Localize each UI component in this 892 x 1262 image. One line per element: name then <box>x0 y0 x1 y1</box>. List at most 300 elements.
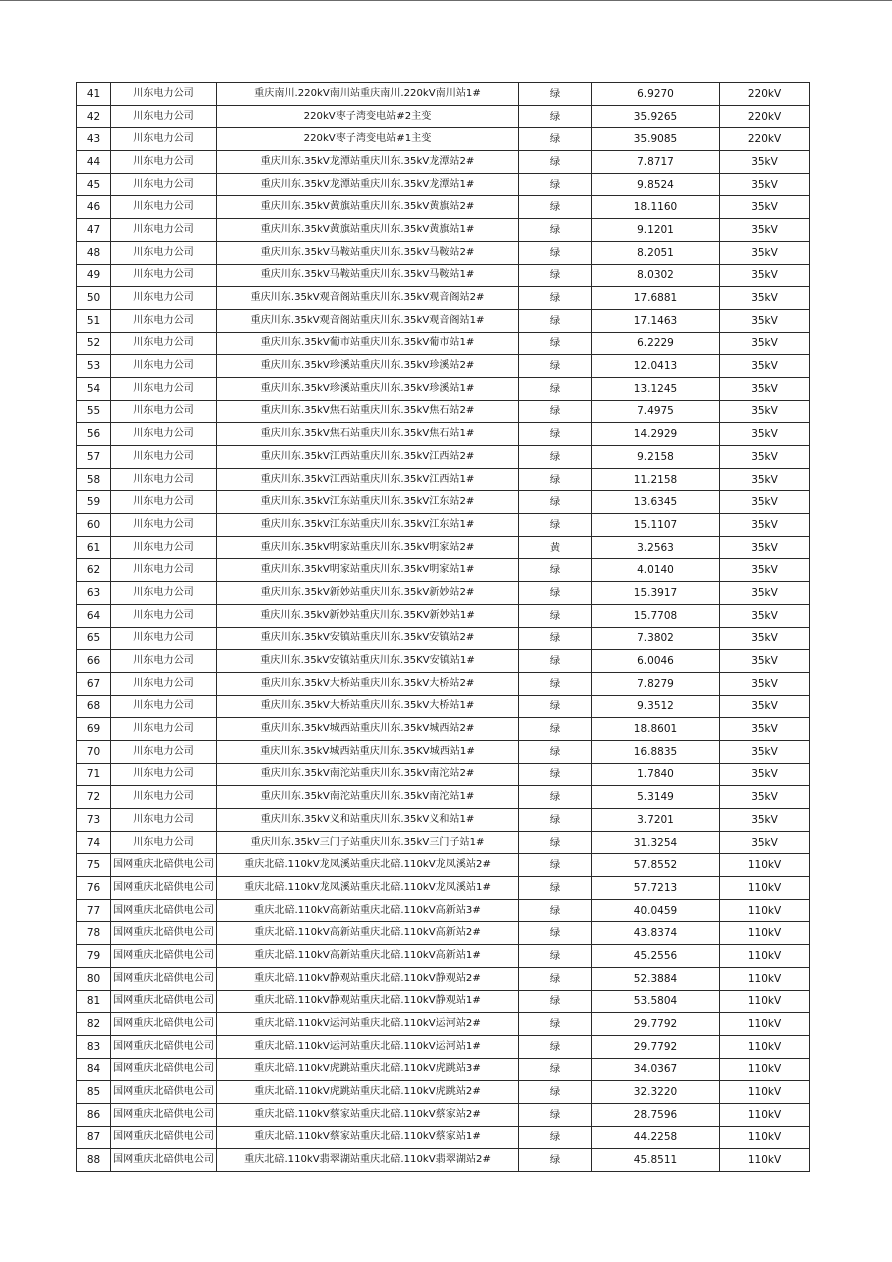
table-row <box>77 264 810 287</box>
table-row <box>77 990 810 1013</box>
table-row <box>77 83 810 106</box>
status-color-cell: 绿 <box>519 809 592 832</box>
substation-name-cell: 重庆北碚.110kV运河站重庆北碚.110kV运河站1# <box>217 1035 519 1058</box>
substation-table <box>76 82 810 1172</box>
substation-name-cell: 重庆川东.35kV南沱站重庆川东.35kV南沱站1# <box>217 786 519 809</box>
status-color-cell: 绿 <box>519 1126 592 1149</box>
row-index: 80 <box>77 967 111 990</box>
table-row <box>77 945 810 968</box>
status-color-cell: 绿 <box>519 877 592 900</box>
table-row <box>77 128 810 151</box>
company-cell: 川东电力公司 <box>111 128 217 151</box>
voltage-cell: 220kV <box>720 128 810 151</box>
substation-name-cell: 重庆川东.35kV江西站重庆川东.35kV江西站1# <box>217 468 519 491</box>
company-cell: 川东电力公司 <box>111 831 217 854</box>
value-cell: 40.0459 <box>592 899 720 922</box>
row-index: 65 <box>77 627 111 650</box>
company-cell: 川东电力公司 <box>111 355 217 378</box>
substation-name-cell: 重庆川东.35kV义和站重庆川东.35kV义和站1# <box>217 809 519 832</box>
value-cell: 6.9270 <box>592 83 720 106</box>
row-index: 75 <box>77 854 111 877</box>
table-body <box>77 83 810 1172</box>
value-cell: 13.6345 <box>592 491 720 514</box>
table-row <box>77 559 810 582</box>
row-index: 53 <box>77 355 111 378</box>
status-color-cell: 绿 <box>519 219 592 242</box>
table-row <box>77 491 810 514</box>
table-row <box>77 672 810 695</box>
row-index: 74 <box>77 831 111 854</box>
status-color-cell: 绿 <box>519 468 592 491</box>
value-cell: 8.2051 <box>592 241 720 264</box>
value-cell: 3.2563 <box>592 536 720 559</box>
table-row <box>77 899 810 922</box>
company-cell: 川东电力公司 <box>111 695 217 718</box>
status-color-cell: 绿 <box>519 287 592 310</box>
value-cell: 35.9085 <box>592 128 720 151</box>
substation-name-cell: 重庆北碚.110kV虎跳站重庆北碚.110kV虎跳站2# <box>217 1081 519 1104</box>
row-index: 83 <box>77 1035 111 1058</box>
voltage-cell: 35kV <box>720 446 810 469</box>
company-cell: 国网重庆北碚供电公司 <box>111 1081 217 1104</box>
status-color-cell: 绿 <box>519 695 592 718</box>
company-cell: 国网重庆北碚供电公司 <box>111 877 217 900</box>
page-top-rule <box>0 0 892 1</box>
status-color-cell: 黄 <box>519 536 592 559</box>
row-index: 45 <box>77 173 111 196</box>
substation-name-cell: 重庆川东.35kV焦石站重庆川东.35kV焦石站1# <box>217 423 519 446</box>
status-color-cell: 绿 <box>519 241 592 264</box>
value-cell: 14.2929 <box>592 423 720 446</box>
company-cell: 国网重庆北碚供电公司 <box>111 854 217 877</box>
company-cell: 川东电力公司 <box>111 582 217 605</box>
voltage-cell: 35kV <box>720 763 810 786</box>
substation-name-cell: 重庆川东.35kV黄旗站重庆川东.35kV黄旗站2# <box>217 196 519 219</box>
status-color-cell: 绿 <box>519 945 592 968</box>
row-index: 77 <box>77 899 111 922</box>
value-cell: 43.8374 <box>592 922 720 945</box>
voltage-cell: 35kV <box>720 400 810 423</box>
status-color-cell: 绿 <box>519 423 592 446</box>
row-index: 59 <box>77 491 111 514</box>
value-cell: 3.7201 <box>592 809 720 832</box>
table-row <box>77 877 810 900</box>
table-row <box>77 355 810 378</box>
substation-name-cell: 重庆川东.35kV黄旗站重庆川东.35kV黄旗站1# <box>217 219 519 242</box>
status-color-cell: 绿 <box>519 1058 592 1081</box>
voltage-cell: 35kV <box>720 604 810 627</box>
voltage-cell: 110kV <box>720 990 810 1013</box>
voltage-cell: 35kV <box>720 196 810 219</box>
table-row <box>77 763 810 786</box>
company-cell: 川东电力公司 <box>111 786 217 809</box>
voltage-cell: 110kV <box>720 899 810 922</box>
substation-name-cell: 重庆川东.35kV安镇站重庆川东.35KV安镇站1# <box>217 650 519 673</box>
voltage-cell: 220kV <box>720 105 810 128</box>
voltage-cell: 110kV <box>720 945 810 968</box>
company-cell: 国网重庆北碚供电公司 <box>111 1149 217 1172</box>
value-cell: 6.0046 <box>592 650 720 673</box>
value-cell: 9.8524 <box>592 173 720 196</box>
value-cell: 16.8835 <box>592 740 720 763</box>
table-row <box>77 1103 810 1126</box>
row-index: 61 <box>77 536 111 559</box>
voltage-cell: 110kV <box>720 854 810 877</box>
status-color-cell: 绿 <box>519 559 592 582</box>
voltage-cell: 35kV <box>720 219 810 242</box>
voltage-cell: 35kV <box>720 355 810 378</box>
status-color-cell: 绿 <box>519 831 592 854</box>
substation-name-cell: 重庆川东.35kV南沱站重庆川东.35kV南沱站2# <box>217 763 519 786</box>
value-cell: 52.3884 <box>592 967 720 990</box>
row-index: 76 <box>77 877 111 900</box>
value-cell: 9.1201 <box>592 219 720 242</box>
value-cell: 17.6881 <box>592 287 720 310</box>
voltage-cell: 35kV <box>720 536 810 559</box>
row-index: 73 <box>77 809 111 832</box>
company-cell: 川东电力公司 <box>111 287 217 310</box>
substation-name-cell: 220kV枣子湾变电站#1主变 <box>217 128 519 151</box>
voltage-cell: 110kV <box>720 877 810 900</box>
table-row <box>77 1149 810 1172</box>
status-color-cell: 绿 <box>519 582 592 605</box>
voltage-cell: 35kV <box>720 740 810 763</box>
value-cell: 9.2158 <box>592 446 720 469</box>
voltage-cell: 110kV <box>720 1081 810 1104</box>
company-cell: 川东电力公司 <box>111 196 217 219</box>
company-cell: 川东电力公司 <box>111 627 217 650</box>
value-cell: 57.8552 <box>592 854 720 877</box>
row-index: 79 <box>77 945 111 968</box>
table-row <box>77 446 810 469</box>
voltage-cell: 110kV <box>720 1126 810 1149</box>
status-color-cell: 绿 <box>519 1081 592 1104</box>
row-index: 63 <box>77 582 111 605</box>
voltage-cell: 110kV <box>720 1035 810 1058</box>
status-color-cell: 绿 <box>519 196 592 219</box>
company-cell: 川东电力公司 <box>111 559 217 582</box>
status-color-cell: 绿 <box>519 83 592 106</box>
value-cell: 35.9265 <box>592 105 720 128</box>
status-color-cell: 绿 <box>519 854 592 877</box>
table-row <box>77 219 810 242</box>
company-cell: 国网重庆北碚供电公司 <box>111 990 217 1013</box>
table-row <box>77 1126 810 1149</box>
voltage-cell: 35kV <box>720 809 810 832</box>
status-color-cell: 绿 <box>519 173 592 196</box>
row-index: 54 <box>77 377 111 400</box>
substation-name-cell: 重庆北碚.110kV运河站重庆北碚.110kV运河站2# <box>217 1013 519 1036</box>
voltage-cell: 35kV <box>720 695 810 718</box>
status-color-cell: 绿 <box>519 514 592 537</box>
row-index: 46 <box>77 196 111 219</box>
voltage-cell: 110kV <box>720 1058 810 1081</box>
status-color-cell: 绿 <box>519 151 592 174</box>
value-cell: 57.7213 <box>592 877 720 900</box>
substation-name-cell: 重庆川东.35kV观音阁站重庆川东.35kV观音阁站1# <box>217 309 519 332</box>
substation-name-cell: 重庆川东.35kV珍溪站重庆川东.35kV珍溪站1# <box>217 377 519 400</box>
company-cell: 川东电力公司 <box>111 151 217 174</box>
substation-name-cell: 重庆南川.220kV南川站重庆南川.220kV南川站1# <box>217 83 519 106</box>
value-cell: 4.0140 <box>592 559 720 582</box>
value-cell: 12.0413 <box>592 355 720 378</box>
substation-name-cell: 重庆川东.35kV江东站重庆川东.35kV江东站1# <box>217 514 519 537</box>
table-row <box>77 514 810 537</box>
row-index: 44 <box>77 151 111 174</box>
status-color-cell: 绿 <box>519 604 592 627</box>
substation-name-cell: 重庆川东.35kV龙潭站重庆川东.35kV龙潭站2# <box>217 151 519 174</box>
value-cell: 44.2258 <box>592 1126 720 1149</box>
value-cell: 11.2158 <box>592 468 720 491</box>
value-cell: 28.7596 <box>592 1103 720 1126</box>
status-color-cell: 绿 <box>519 1103 592 1126</box>
value-cell: 31.3254 <box>592 831 720 854</box>
row-index: 70 <box>77 740 111 763</box>
value-cell: 32.3220 <box>592 1081 720 1104</box>
company-cell: 川东电力公司 <box>111 332 217 355</box>
voltage-cell: 220kV <box>720 83 810 106</box>
table-row <box>77 287 810 310</box>
substation-name-cell: 重庆川东.35kV马鞍站重庆川东.35kV马鞍站2# <box>217 241 519 264</box>
row-index: 84 <box>77 1058 111 1081</box>
substation-name-cell: 重庆川东.35kV新妙站重庆川东.35KV新妙站1# <box>217 604 519 627</box>
substation-name-cell: 重庆川东.35kV城西站重庆川东.35KV城西站1# <box>217 740 519 763</box>
value-cell: 29.7792 <box>592 1013 720 1036</box>
table-row <box>77 105 810 128</box>
status-color-cell: 绿 <box>519 740 592 763</box>
voltage-cell: 35kV <box>720 582 810 605</box>
company-cell: 川东电力公司 <box>111 309 217 332</box>
value-cell: 9.3512 <box>592 695 720 718</box>
row-index: 60 <box>77 514 111 537</box>
voltage-cell: 35kV <box>720 241 810 264</box>
row-index: 41 <box>77 83 111 106</box>
value-cell: 8.0302 <box>592 264 720 287</box>
company-cell: 国网重庆北碚供电公司 <box>111 967 217 990</box>
row-index: 62 <box>77 559 111 582</box>
company-cell: 川东电力公司 <box>111 400 217 423</box>
company-cell: 川东电力公司 <box>111 672 217 695</box>
row-index: 47 <box>77 219 111 242</box>
table-row <box>77 854 810 877</box>
row-index: 55 <box>77 400 111 423</box>
status-color-cell: 绿 <box>519 377 592 400</box>
voltage-cell: 110kV <box>720 1149 810 1172</box>
table-row <box>77 1035 810 1058</box>
voltage-cell: 35kV <box>720 287 810 310</box>
table-row <box>77 1058 810 1081</box>
substation-name-cell: 重庆川东.35kV三门子站重庆川东.35kV三门子站1# <box>217 831 519 854</box>
substation-name-cell: 重庆川东.35kV珍溪站重庆川东.35kV珍溪站2# <box>217 355 519 378</box>
value-cell: 18.8601 <box>592 718 720 741</box>
company-cell: 川东电力公司 <box>111 83 217 106</box>
voltage-cell: 35kV <box>720 627 810 650</box>
status-color-cell: 绿 <box>519 672 592 695</box>
substation-name-cell: 重庆北碚.110kV龙凤溪站重庆北碚.110kV龙凤溪站1# <box>217 877 519 900</box>
table-row <box>77 809 810 832</box>
value-cell: 5.3149 <box>592 786 720 809</box>
substation-name-cell: 重庆北碚.110kV高新站重庆北碚.110kV高新站3# <box>217 899 519 922</box>
substation-name-cell: 重庆北碚.110kV龙凤溪站重庆北碚.110kV龙凤溪站2# <box>217 854 519 877</box>
status-color-cell: 绿 <box>519 650 592 673</box>
status-color-cell: 绿 <box>519 922 592 945</box>
company-cell: 国网重庆北碚供电公司 <box>111 1013 217 1036</box>
table-row <box>77 377 810 400</box>
company-cell: 川东电力公司 <box>111 809 217 832</box>
row-index: 86 <box>77 1103 111 1126</box>
row-index: 66 <box>77 650 111 673</box>
substation-name-cell: 重庆川东.35kV安镇站重庆川东.35kV安镇站2# <box>217 627 519 650</box>
substation-name-cell: 重庆川东.35kV葡市站重庆川东.35kV葡市站1# <box>217 332 519 355</box>
company-cell: 川东电力公司 <box>111 105 217 128</box>
table-row <box>77 582 810 605</box>
voltage-cell: 35kV <box>720 173 810 196</box>
status-color-cell: 绿 <box>519 309 592 332</box>
status-color-cell: 绿 <box>519 1035 592 1058</box>
table-row <box>77 922 810 945</box>
company-cell: 国网重庆北碚供电公司 <box>111 899 217 922</box>
voltage-cell: 35kV <box>720 423 810 446</box>
voltage-cell: 35kV <box>720 514 810 537</box>
table-row <box>77 468 810 491</box>
value-cell: 29.7792 <box>592 1035 720 1058</box>
status-color-cell: 绿 <box>519 627 592 650</box>
row-index: 50 <box>77 287 111 310</box>
row-index: 72 <box>77 786 111 809</box>
status-color-cell: 绿 <box>519 899 592 922</box>
substation-name-cell: 重庆川东.35kV焦石站重庆川东.35kV焦石站2# <box>217 400 519 423</box>
table-row <box>77 695 810 718</box>
table-row <box>77 241 810 264</box>
row-index: 71 <box>77 763 111 786</box>
status-color-cell: 绿 <box>519 718 592 741</box>
substation-name-cell: 重庆北碚.110kV静观站重庆北碚.110kV静观站1# <box>217 990 519 1013</box>
status-color-cell: 绿 <box>519 491 592 514</box>
status-color-cell: 绿 <box>519 400 592 423</box>
voltage-cell: 110kV <box>720 967 810 990</box>
company-cell: 国网重庆北碚供电公司 <box>111 945 217 968</box>
row-index: 51 <box>77 309 111 332</box>
table-row <box>77 400 810 423</box>
voltage-cell: 35kV <box>720 491 810 514</box>
value-cell: 53.5804 <box>592 990 720 1013</box>
substation-name-cell: 重庆川东.35kV明家站重庆川东.35kV明家站2# <box>217 536 519 559</box>
substation-name-cell: 重庆川东.35kV龙潭站重庆川东.35kV龙潭站1# <box>217 173 519 196</box>
value-cell: 17.1463 <box>592 309 720 332</box>
voltage-cell: 35kV <box>720 332 810 355</box>
row-index: 57 <box>77 446 111 469</box>
row-index: 81 <box>77 990 111 1013</box>
company-cell: 川东电力公司 <box>111 514 217 537</box>
row-index: 67 <box>77 672 111 695</box>
substation-name-cell: 重庆北碚.110kV虎跳站重庆北碚.110kV虎跳站3# <box>217 1058 519 1081</box>
voltage-cell: 110kV <box>720 1013 810 1036</box>
company-cell: 川东电力公司 <box>111 377 217 400</box>
row-index: 58 <box>77 468 111 491</box>
status-color-cell: 绿 <box>519 264 592 287</box>
company-cell: 川东电力公司 <box>111 241 217 264</box>
status-color-cell: 绿 <box>519 763 592 786</box>
value-cell: 34.0367 <box>592 1058 720 1081</box>
status-color-cell: 绿 <box>519 786 592 809</box>
substation-name-cell: 重庆川东.35kV江西站重庆川东.35kV江西站2# <box>217 446 519 469</box>
row-index: 64 <box>77 604 111 627</box>
table-row <box>77 604 810 627</box>
value-cell: 6.2229 <box>592 332 720 355</box>
status-color-cell: 绿 <box>519 128 592 151</box>
row-index: 49 <box>77 264 111 287</box>
company-cell: 国网重庆北碚供电公司 <box>111 1126 217 1149</box>
company-cell: 国网重庆北碚供电公司 <box>111 1103 217 1126</box>
table-row <box>77 786 810 809</box>
table-row <box>77 718 810 741</box>
table-row <box>77 650 810 673</box>
substation-name-cell: 重庆川东.35kV大桥站重庆川东.35kV大桥站1# <box>217 695 519 718</box>
table-row <box>77 1013 810 1036</box>
value-cell: 45.8511 <box>592 1149 720 1172</box>
value-cell: 15.1107 <box>592 514 720 537</box>
substation-name-cell: 重庆川东.35kV城西站重庆川东.35kV城西站2# <box>217 718 519 741</box>
voltage-cell: 35kV <box>720 786 810 809</box>
company-cell: 川东电力公司 <box>111 468 217 491</box>
substation-name-cell: 重庆川东.35kV新妙站重庆川东.35kV新妙站2# <box>217 582 519 605</box>
table-row <box>77 1081 810 1104</box>
company-cell: 川东电力公司 <box>111 446 217 469</box>
row-index: 69 <box>77 718 111 741</box>
substation-name-cell: 重庆北碚.110kV高新站重庆北碚.110kV高新站1# <box>217 945 519 968</box>
table-row <box>77 536 810 559</box>
status-color-cell: 绿 <box>519 990 592 1013</box>
table-row <box>77 627 810 650</box>
substation-name-cell: 重庆北碚.110kV静观站重庆北碚.110kV静观站2# <box>217 967 519 990</box>
value-cell: 15.7708 <box>592 604 720 627</box>
voltage-cell: 35kV <box>720 559 810 582</box>
substation-name-cell: 重庆川东.35kV明家站重庆川东.35kV明家站1# <box>217 559 519 582</box>
status-color-cell: 绿 <box>519 446 592 469</box>
value-cell: 45.2556 <box>592 945 720 968</box>
table-row <box>77 309 810 332</box>
voltage-cell: 35kV <box>720 831 810 854</box>
table-row <box>77 967 810 990</box>
value-cell: 18.1160 <box>592 196 720 219</box>
status-color-cell: 绿 <box>519 332 592 355</box>
table-row <box>77 151 810 174</box>
company-cell: 国网重庆北碚供电公司 <box>111 922 217 945</box>
table-row <box>77 332 810 355</box>
company-cell: 川东电力公司 <box>111 536 217 559</box>
table-row <box>77 173 810 196</box>
voltage-cell: 110kV <box>720 1103 810 1126</box>
row-index: 78 <box>77 922 111 945</box>
row-index: 52 <box>77 332 111 355</box>
row-index: 85 <box>77 1081 111 1104</box>
substation-name-cell: 重庆川东.35kV观音阁站重庆川东.35kV观音阁站2# <box>217 287 519 310</box>
status-color-cell: 绿 <box>519 355 592 378</box>
company-cell: 川东电力公司 <box>111 219 217 242</box>
status-color-cell: 绿 <box>519 967 592 990</box>
company-cell: 川东电力公司 <box>111 423 217 446</box>
substation-name-cell: 重庆北碚.110kV高新站重庆北碚.110kV高新站2# <box>217 922 519 945</box>
substation-name-cell: 重庆北碚.110kV翡翠湖站重庆北碚.110kV翡翠湖站2# <box>217 1149 519 1172</box>
value-cell: 7.8717 <box>592 151 720 174</box>
row-index: 88 <box>77 1149 111 1172</box>
voltage-cell: 35kV <box>720 650 810 673</box>
row-index: 42 <box>77 105 111 128</box>
value-cell: 15.3917 <box>592 582 720 605</box>
company-cell: 川东电力公司 <box>111 763 217 786</box>
table-row <box>77 740 810 763</box>
table-row <box>77 196 810 219</box>
